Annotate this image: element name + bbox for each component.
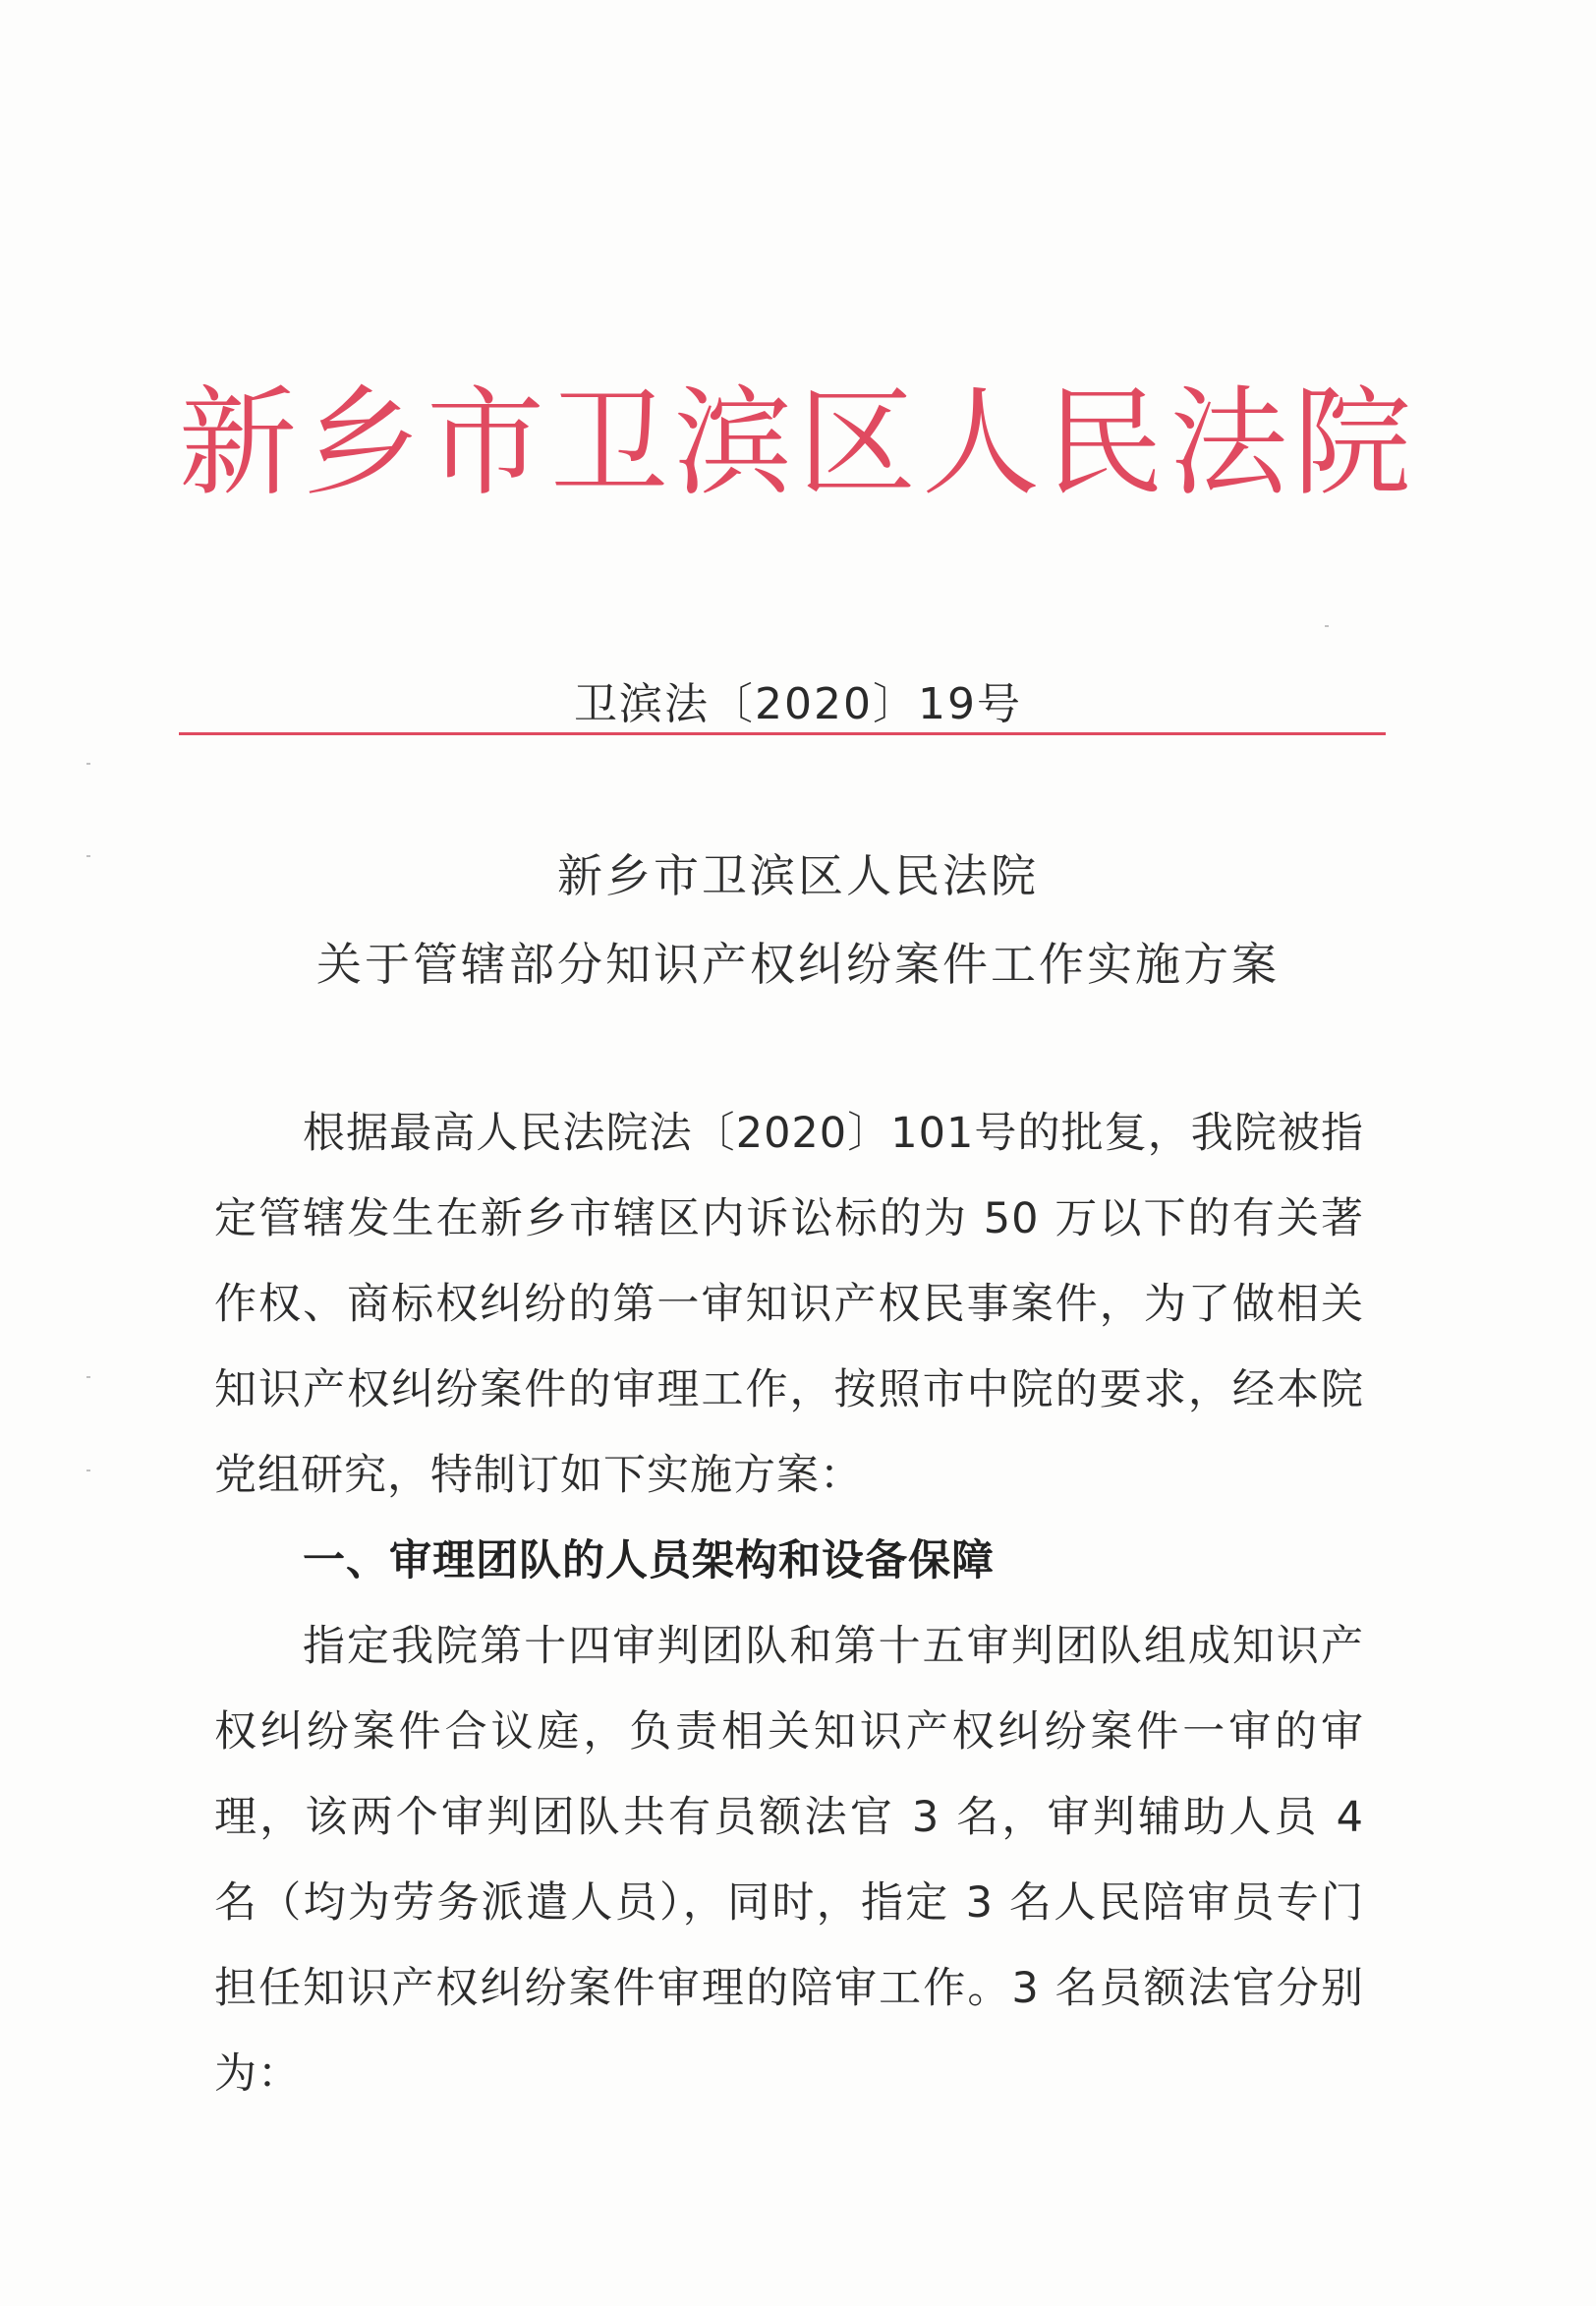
- scan-mark: [86, 763, 90, 765]
- document-number: 卫滨法〔2020〕19号: [574, 679, 1022, 729]
- scan-mark: [86, 1376, 90, 1378]
- scan-mark: [86, 1470, 90, 1471]
- document-body: [214, 1091, 1364, 2117]
- body-paragraph-1: 根据最高人民法院法〔2020〕101号的批复，我院被指定管辖发生在新乡市辖区内诉讼标的为 50 万以下的有关著作权、商标权纠纷的第一审知识产权民事案件，为了做相关知识产权纠纷案件的审理工作，按照市中院的要求，经本院党组研究，特制订如下实施方案：: [214, 1109, 1364, 1500]
- document-title-line2: 关于管辖部分知识产权纠纷案件工作实施方案: [316, 938, 1280, 991]
- document-title-line1: 新乡市卫滨区人民法院: [557, 849, 1039, 902]
- red-divider-line: [179, 732, 1386, 735]
- court-header-title: 新乡市卫滨区人民法院: [179, 375, 1417, 512]
- body-paragraph-2: 指定我院第十四审判团队和第十五审判团队组成知识产权纠纷案件合议庭，负责相关知识产权纠纷案件一审的审理，该两个审判团队共有员额法官 3 名，审判辅助人员 4 名（均为劳务派遣人员），同时，指定 3 名人民陪审员专门担任知识产权纠纷案件审理的陪审工作。3 名员额法官分别为：: [214, 1622, 1364, 2099]
- scan-mark: [1325, 625, 1329, 627]
- section-heading-1: 一、审理团队的人员架构和设备保障: [303, 1536, 995, 1585]
